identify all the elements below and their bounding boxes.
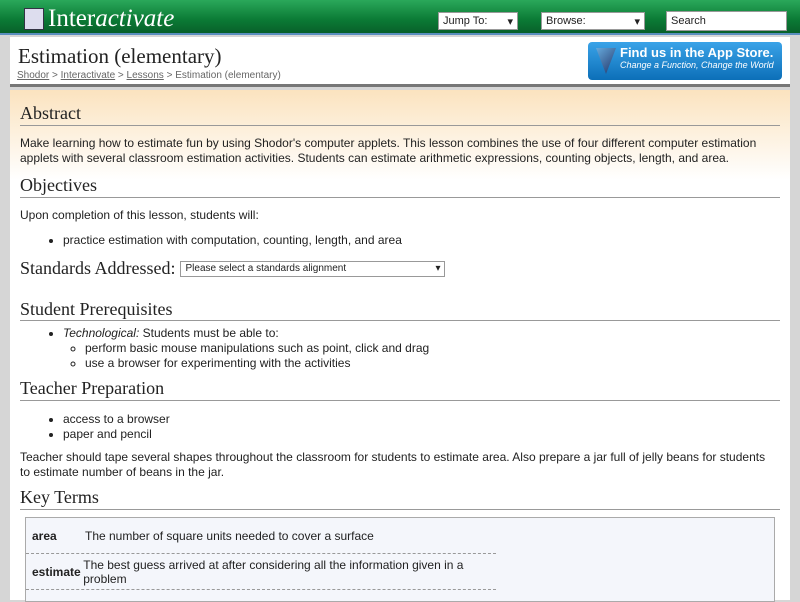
dropdown-arrow-icon: ▾	[507, 16, 513, 28]
app-store-subtitle: Change a Function, Change the World	[620, 60, 774, 70]
browse-select[interactable]	[541, 12, 645, 30]
key-terms-table	[25, 517, 775, 602]
app-store-banner[interactable]	[588, 42, 782, 80]
term-row	[26, 554, 496, 590]
term-definition: The best guess arrived at after considering all the information given in a problem	[83, 557, 464, 586]
objectives-heading: Objectives	[20, 175, 780, 198]
app-store-title: Find us in the App Store.	[620, 45, 774, 60]
lesson-content	[10, 90, 790, 600]
page-header	[10, 37, 790, 87]
logo-text: Inter	[48, 5, 96, 32]
list-item: • practice estimation with computation, counting, length, and area	[63, 233, 775, 248]
breadcrumb-lessons[interactable]: Lessons	[126, 70, 164, 81]
prereq-heading: Student Prerequisites	[20, 299, 173, 319]
prereq-text: Students must be able to:	[139, 326, 279, 340]
breadcrumb-interactivate[interactable]: Interactivate	[60, 70, 116, 81]
abstract-heading: Abstract	[20, 103, 780, 126]
jump-to-label: Jump To:	[443, 15, 488, 27]
jump-to-select[interactable]	[438, 12, 518, 30]
dropdown-arrow-icon: ▾	[435, 262, 441, 274]
key-terms-heading: Key Terms	[20, 487, 780, 510]
breadcrumb-shodor[interactable]: Shodor	[17, 70, 50, 81]
breadcrumb: Shodor > Interactivate > Lessons > Estimation (elementary)	[17, 70, 281, 81]
dropdown-arrow-icon: ▾	[634, 16, 640, 28]
standards-label: Standards Addressed:	[20, 258, 176, 278]
objectives-intro: Upon completion of this lesson, students will:	[20, 208, 259, 222]
abstract-text: Make learning how to estimate fun by using Shodor's computer applets. This lesson combines the use of four different computer estimation applets with several classroom estimation activities. Students can estimate arithmetic expressions, counting objects, length, and area.	[20, 136, 757, 165]
term: area	[32, 528, 57, 543]
list-item	[63, 326, 775, 371]
search-input[interactable]: Search	[666, 11, 787, 31]
prep-text: Teacher should tape several shapes throughout the classroom for students to estimate area. Also prepare a jar full of jelly beans for students to estimate number of beans in the jar.	[20, 450, 766, 479]
prereq-label: Technological:	[63, 326, 140, 340]
standards-select-value: Please select a standards alignment	[185, 262, 347, 274]
top-bar	[0, 0, 800, 35]
logo-icon	[24, 8, 44, 30]
term-definition: The number of square units needed to cover a surface	[85, 528, 374, 543]
page-title: Estimation (elementary)	[18, 44, 222, 68]
list-item: ◦ use a browser for experimenting with the activities	[85, 356, 775, 371]
browse-label: Browse:	[546, 15, 586, 27]
breadcrumb-current: Estimation (elementary)	[175, 70, 281, 81]
app-logo-icon	[596, 48, 616, 74]
list-item: • paper and pencil	[63, 427, 775, 442]
prep-heading: Teacher Preparation	[20, 378, 780, 401]
objectives-list	[20, 233, 775, 248]
prereq-list	[20, 326, 775, 371]
prep-list	[20, 412, 775, 442]
standards-select[interactable]	[180, 261, 445, 277]
prereq-divider	[20, 299, 780, 321]
list-item: ◦ perform basic mouse manipulations such as point, click and drag	[85, 341, 775, 356]
logo-text-italic: activate	[95, 5, 175, 32]
interactivate-logo[interactable]	[24, 5, 174, 33]
list-item: • access to a browser	[63, 412, 775, 427]
term-row	[26, 518, 496, 554]
term: estimate	[32, 564, 81, 579]
standards-heading	[20, 258, 780, 280]
